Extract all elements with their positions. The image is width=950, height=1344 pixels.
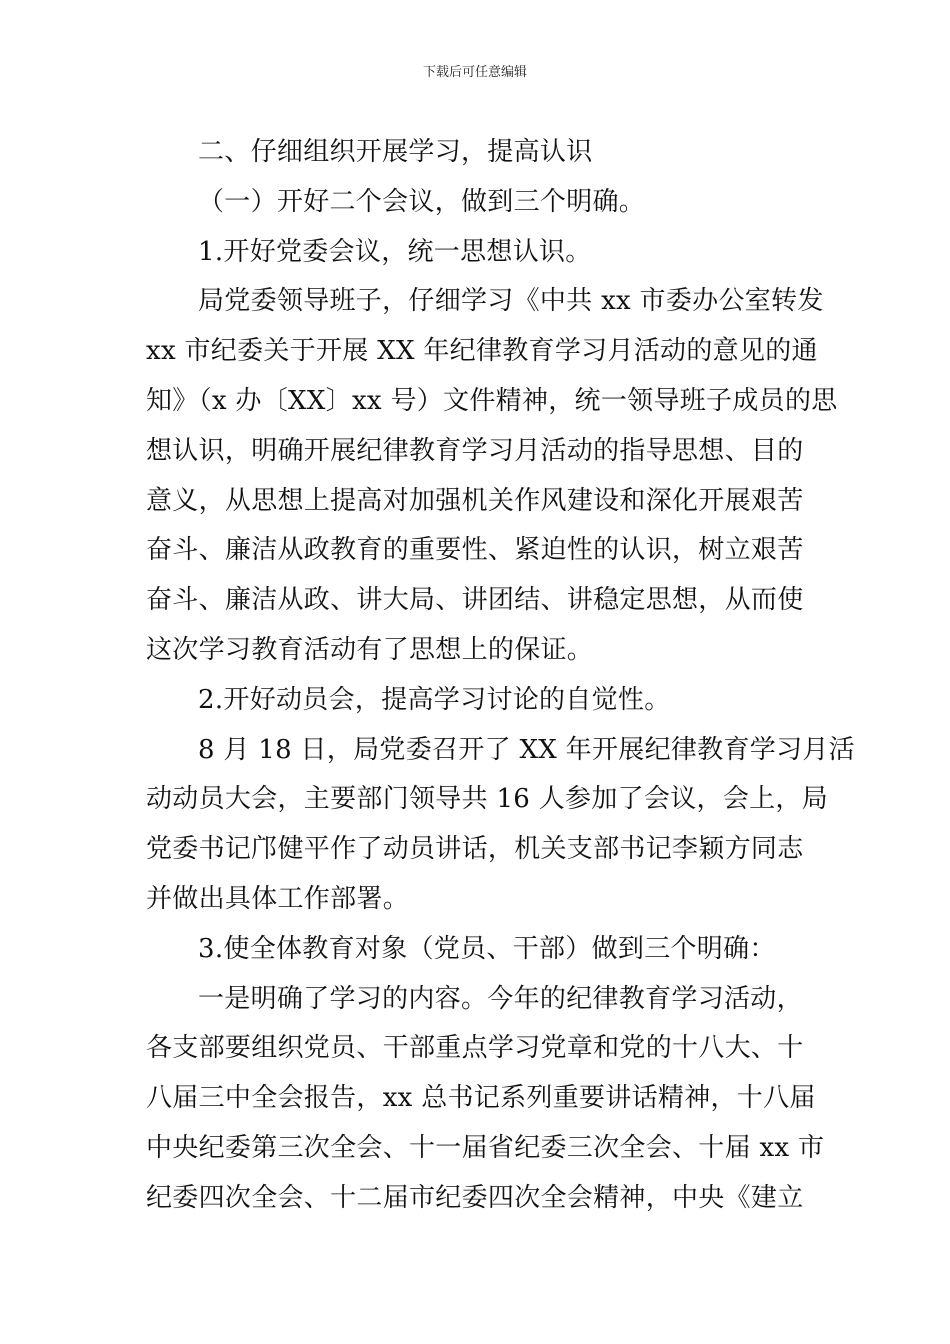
paragraph-line: 中央纪委第三次全会、十一届省纪委三次全会、十届 xx 市	[146, 1132, 825, 1163]
paragraph-line: 知》（x 办〔XX〕xx 号）文件精神，统一领导班子成员的思	[146, 385, 838, 416]
paragraph-line: 8 月 18 日，局党委召开了 XX 年开展纪律教育学习月活	[198, 734, 855, 765]
paragraph-line: 这次学习教育活动有了思想上的保证。	[146, 634, 594, 665]
paragraph-line: 党委书记邝健平作了动员讲话，机关支部书记李颖方同志	[146, 834, 804, 865]
paragraph-line: 奋斗、廉洁从政、讲大局、讲团结、讲稳定思想，从而使	[146, 585, 804, 616]
paragraph-line: 奋斗、廉洁从政教育的重要性、紧迫性的认识，树立艰苦	[146, 535, 804, 566]
item-heading: 1.开好党委会议，统一思想认识。	[198, 236, 592, 267]
paragraph-line: 想认识，明确开展纪律教育学习月活动的指导思想、目的	[146, 435, 804, 466]
subsection-heading: （一）开好二个会议，做到三个明确。	[198, 186, 646, 217]
paragraph-line: 意义，从思想上提高对加强机关作风建设和深化开展艰苦	[146, 485, 804, 516]
item-heading: 3.使全体教育对象（党员、干部）做到三个明确：	[198, 933, 776, 964]
paragraph-line: 一是明确了学习的内容。今年的纪律教育学习活动，	[198, 983, 803, 1014]
paragraph-line: 动动员大会，主要部门领导共 16 人参加了会议，会上，局	[146, 784, 829, 815]
paragraph-line: 各支部要组织党员、干部重点学习党章和党的十八大、十	[146, 1033, 804, 1064]
paragraph-line: 并做出具体工作部署。	[146, 883, 410, 914]
paragraph-line: 局党委领导班子，仔细学习《中共 xx 市委办公室转发	[198, 286, 824, 317]
page-header: 下载后可任意编辑	[422, 65, 527, 80]
section-heading: 二、仔细组织开展学习，提高认识	[198, 137, 593, 167]
document-body	[146, 128, 855, 1224]
paragraph-line: 八届三中全会报告，xx 总书记系列重要讲话精神，十八届	[146, 1083, 816, 1114]
item-heading: 2.开好动员会，提高学习讨论的自觉性。	[198, 684, 671, 715]
paragraph-line: xx 市纪委关于开展 XX 年纪律教育学习月活动的意见的通	[146, 336, 818, 367]
paragraph-line: 纪委四次全会、十二届市纪委四次全会精神，中央《建立	[146, 1182, 804, 1213]
